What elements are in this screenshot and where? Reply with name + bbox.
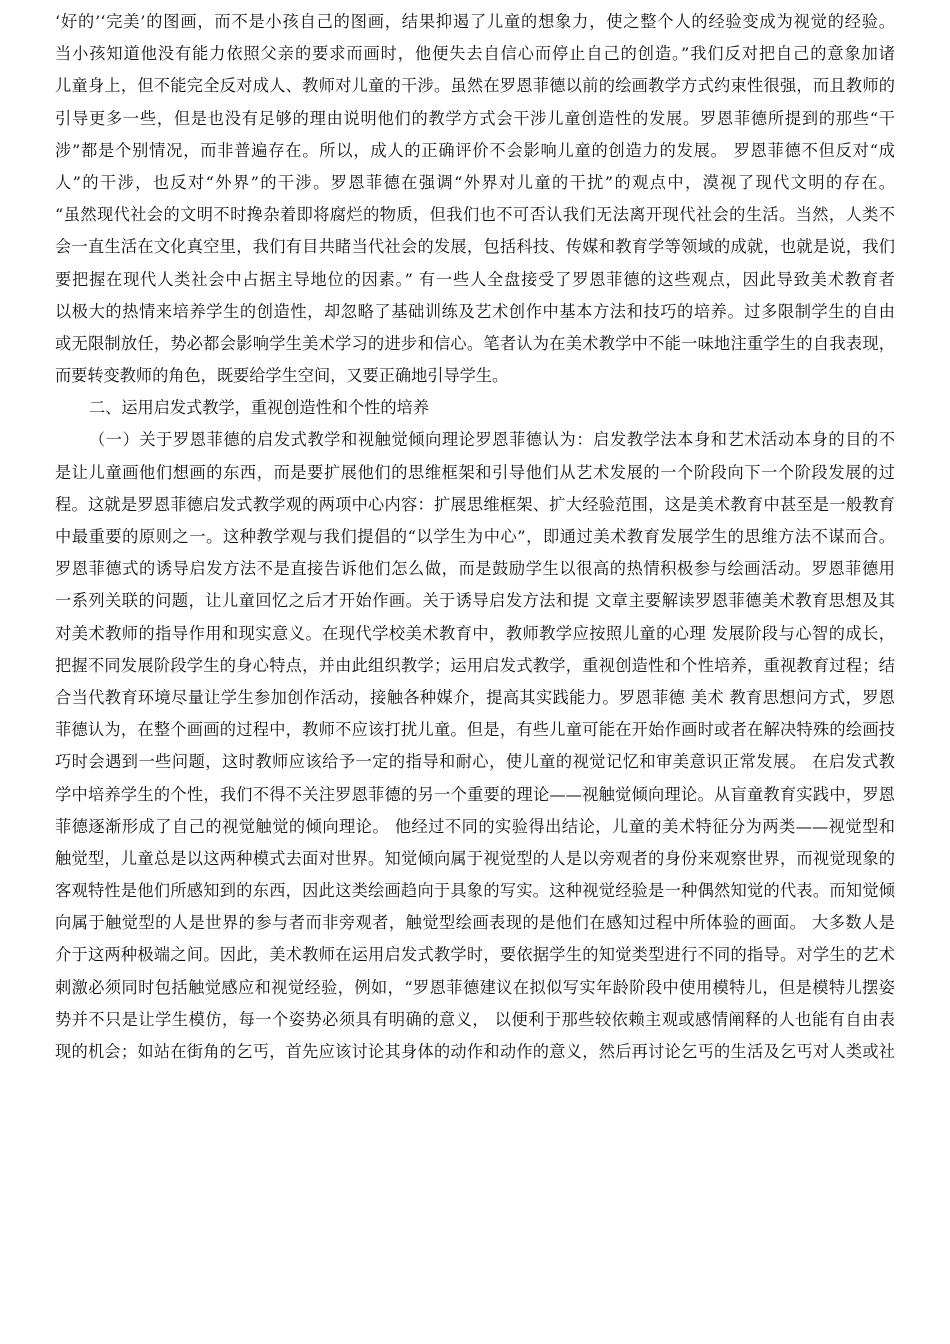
text-line: 学中培养学生的个性，我们不得不关注罗恩菲德的另一个重要的理论——视触觉倾向理论。从盲童教育实践中，罗恩 bbox=[55, 784, 895, 804]
text-line: 一系列关联的问题，让儿童回忆之后才开始作画。关于诱导启发方法和提 文章主要解读罗恩菲德美术教育思想及其 bbox=[55, 591, 895, 611]
text-line: 触觉型，儿童总是以这两种模式去面对世界。知觉倾向属于视觉型的人是以旁观者的身份来观察世界，而视觉现象的 bbox=[55, 848, 895, 868]
text-line: 菲德逐渐形成了自己的视觉触觉的倾向理论。 他经过不同的实验得出结论，儿童的美术特征分为两类——视觉型和 bbox=[55, 816, 895, 836]
text-line: 会一直生活在文化真空里，我们有目共睹当代社会的发展，包括科技、传媒和教育学等领域的成就，也就是说，我们 bbox=[55, 237, 895, 257]
text-line: “虽然现代社会的文明不时搀杂着即将腐烂的物质，但我们也不可否认我们无法离开现代社会的生活。当然，人类不 bbox=[55, 205, 895, 225]
text-line: 引导更多一些，但是也没有足够的理由说明他们的教学方式会干涉儿童创造性的发展。罗恩菲德所提到的那些“干 bbox=[55, 108, 895, 128]
text-line: 儿童身上，但不能完全反对成人、教师对儿童的干涉。虽然在罗恩菲德以前的绘画教学方式约束性很强，而且教师的 bbox=[55, 76, 895, 96]
text-line: 介于这两种极端之间。因此，美术教师在运用启发式教学时，要依据学生的知觉类型进行不同的指导。对学生的艺术 bbox=[55, 945, 895, 965]
text-line: 客观特性是他们所感知到的东西，因此这类绘画趋向于具象的写实。这种视觉经验是一种偶然知觉的代表。而知觉倾 bbox=[55, 881, 895, 901]
text-line: 当小孩知道他没有能力依照父亲的要求而画时，他便失去自信心而停止自己的创造。”我们反对把自己的意象加诸 bbox=[55, 44, 895, 64]
text-line: 势并不只是让学生模仿，每一个姿势必须具有明确的意义， 以便利于那些较依赖主观或感情阐释的人也能有自由表 bbox=[55, 1009, 895, 1029]
text-line: 向属于触觉型的人是世界的参与者而非旁观者，触觉型绘画表现的是他们在感知过程中所体验的画面。 大多数人是 bbox=[55, 913, 895, 933]
subsection-start-line: （一）关于罗恩菲德的启发式教学和视触觉倾向理论罗恩菲德认为：启发教学法本身和艺术活动本身的目的不 bbox=[89, 430, 895, 450]
text-line: 人”的干涉，也反对“外界”的干涉。罗恩菲德在强调“外界对儿童的干扰”的观点中，漠视了现代文明的存在。 bbox=[55, 172, 895, 192]
text-line: 要把握在现代人类社会中占据主导地位的因素。” 有一些人全盘接受了罗恩菲德的这些观点，因此导致美术教育者 bbox=[55, 269, 895, 289]
text-line: 是让儿童画他们想画的东西，而是要扩展他们的思维框架和引导他们从艺术发展的一个阶段向下一个阶段发展的过 bbox=[55, 462, 895, 482]
document-page bbox=[55, 0, 895, 1068]
text-line: 涉”都是个别情况，而非普遍存在。所以，成人的正确评价不会影响儿童的创造力的发展。 罗恩菲德不但反对“成 bbox=[55, 140, 895, 160]
text-line: 巧时会遇到一些问题，这时教师应该给予一定的指导和耐心，使儿童的视觉记忆和审美意识正常发展。 在启发式教 bbox=[55, 752, 895, 772]
text-line: 菲德认为，在整个画画的过程中，教师不应该打扰儿童。但是，有些儿童可能在开始作画时或者在解决特殊的绘画技 bbox=[55, 720, 895, 740]
text-line: 对美术教师的指导作用和现实意义。在现代学校美术教育中，教师教学应按照儿童的心理 发展阶段与心智的成长， bbox=[55, 623, 895, 643]
text-line: 罗恩菲德式的诱导启发方法不是直接告诉他们怎么做，而是鼓励学生以很高的热情积极参与绘画活动。罗恩菲德用 bbox=[55, 559, 895, 579]
text-line: 程。这就是罗恩菲德启发式教学观的两项中心内容：扩展思维框架、扩大经验范围，这是美术教育中甚至是一般教育 bbox=[55, 494, 895, 514]
text-line: 把握不同发展阶段学生的身心特点，并由此组织教学；运用启发式教学，重视创造性和个性培养，重视教育过程；结 bbox=[55, 655, 895, 675]
text-line: 现的机会；如站在街角的乞丐，首先应该讨论其身体的动作和动作的意义，然后再讨论乞丐的生活及乞丐对人类或社 bbox=[55, 1042, 895, 1061]
text-line: 刺激必须同时包括触觉感应和视觉经验，例如，“罗恩菲德建议在拟似写实年龄阶段中使用模特儿，但是模特儿摆姿 bbox=[55, 977, 895, 997]
text-line: 或无限制放任，势必都会影响学生美术学习的进步和信心。笔者认为在美术教学中不能一味地注重学生的自我表现， bbox=[55, 333, 895, 353]
section-heading: 二、运用启发式教学，重视创造性和个性的培养 bbox=[89, 398, 429, 418]
text-line: ‘好的’‘完美’的图画，而不是小孩自己的图画，结果抑遏了儿童的想象力，使之整个人的经验变成为视觉的经验。 bbox=[55, 12, 895, 31]
text-line: 以极大的热情来培养学生的创造性，却忽略了基础训练及艺术创作中基本方法和技巧的培养。过多限制学生的自由 bbox=[55, 301, 895, 321]
text-line: 中最重要的原则之一。这种教学观与我们提倡的“以学生为中心”，即通过美术教育发展学生的思维方法不谋而合。 bbox=[55, 527, 895, 546]
text-line: 合当代教育环境尽量让学生参加创作活动，接触各种媒介，提高其实践能力。罗恩菲德 美术 教育思想问方式，罗恩 bbox=[55, 687, 895, 707]
paragraph-end-line: 而要转变教师的角色，既要给学生空间，又要正确地引导学生。 bbox=[55, 366, 509, 386]
